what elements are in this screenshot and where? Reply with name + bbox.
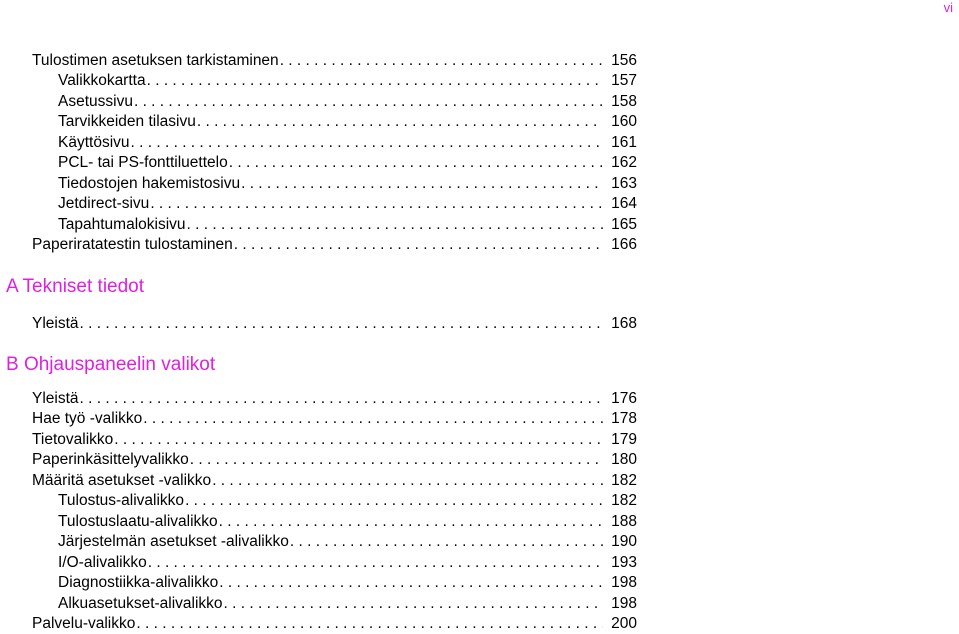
toc-entry-page: 190: [611, 533, 637, 550]
toc-entry-title: Paperiratatestin tulostaminen: [32, 236, 233, 253]
toc-entry-title: Tulostimen asetuksen tarkistaminen: [32, 52, 279, 69]
page-number: vi: [943, 0, 953, 15]
toc-entry[interactable]: [0, 430, 637, 450]
toc-entry[interactable]: [0, 532, 637, 552]
toc-entry-page: 182: [611, 472, 637, 489]
toc-entry[interactable]: [0, 235, 637, 255]
toc-entry-page: 165: [611, 216, 637, 233]
toc-entry[interactable]: [0, 174, 637, 194]
toc-entry-page: 178: [611, 410, 637, 427]
section-heading-b[interactable]: B Ohjauspaneelin valikot: [6, 354, 216, 375]
toc-entry-title: Paperinkäsittelyvalikko: [32, 451, 189, 468]
toc-entry-page: 164: [611, 195, 637, 212]
dot-leader: [186, 215, 603, 235]
toc-entry-page: 182: [611, 492, 637, 509]
dot-leader: [149, 194, 603, 214]
toc-entry-page: 176: [611, 390, 637, 407]
toc-entry-page: 198: [611, 595, 637, 612]
dot-leader: [147, 553, 603, 573]
toc-entry-title: Järjestelmän asetukset -alivalikko: [58, 533, 289, 550]
toc-entry-title: Yleistä: [32, 390, 79, 407]
toc-entry-title: Tapahtumalokisivu: [58, 216, 186, 233]
toc-entry[interactable]: [0, 215, 637, 235]
toc-entry-title: Asetussivu: [58, 93, 133, 110]
toc-entry-page: 179: [611, 431, 637, 448]
dot-leader: [223, 594, 603, 614]
dot-leader: [233, 235, 603, 255]
dot-leader: [189, 450, 603, 470]
toc-entry-page: 161: [611, 134, 637, 151]
toc-entry[interactable]: [0, 471, 637, 491]
dot-leader: [211, 471, 603, 491]
toc-entry-page: 160: [611, 113, 637, 130]
toc-entry[interactable]: [0, 389, 637, 409]
toc-entry[interactable]: [0, 450, 637, 470]
dot-leader: [113, 430, 603, 450]
toc-entry-title: Palvelu-valikko: [32, 615, 136, 632]
toc-entry[interactable]: [0, 92, 637, 112]
toc-entry[interactable]: [0, 112, 637, 132]
toc-entry[interactable]: [0, 553, 637, 573]
toc-entry[interactable]: [0, 409, 637, 429]
toc-entry-title: Tulostuslaatu-alivalikko: [58, 513, 218, 530]
toc-entry-page: 200: [611, 615, 637, 632]
toc-entry-title: PCL- tai PS-fonttiluettelo: [58, 154, 228, 171]
dot-leader: [184, 491, 603, 511]
toc-entry-title: I/O-alivalikko: [58, 554, 147, 571]
toc-entry[interactable]: [0, 314, 637, 334]
dot-leader: [218, 573, 603, 593]
toc-entry-title: Yleistä: [32, 315, 79, 332]
toc-entry-title: Valikkokartta: [58, 72, 146, 89]
toc-entry-title: Käyttösivu: [58, 134, 130, 151]
toc-entry[interactable]: [0, 594, 637, 614]
toc-entry[interactable]: [0, 573, 637, 593]
toc-entry-title: Tiedostojen hakemistosivu: [58, 175, 241, 192]
toc-entry-page: 188: [611, 513, 637, 530]
toc-entry-title: Hae työ -valikko: [32, 410, 143, 427]
toc-entry-title: Määritä asetukset -valikko: [32, 472, 212, 489]
dot-leader: [279, 51, 603, 71]
section-heading-a[interactable]: A Tekniset tiedot: [6, 276, 145, 297]
toc-entry[interactable]: [0, 71, 637, 91]
dot-leader: [79, 389, 603, 409]
dot-leader: [240, 174, 603, 194]
dot-leader: [133, 92, 603, 112]
toc-entry[interactable]: [0, 51, 637, 71]
toc-entry-page: 193: [611, 554, 637, 571]
toc-entry-title: Tulostus-alivalikko: [58, 492, 185, 509]
toc-entry[interactable]: [0, 491, 637, 511]
dot-leader: [146, 71, 603, 91]
dot-leader: [79, 314, 603, 334]
dot-leader: [142, 409, 603, 429]
toc-entry-page: 163: [611, 175, 637, 192]
toc-entry-title: Jetdirect-sivu: [58, 195, 150, 212]
toc-entry-title: Diagnostiikka-alivalikko: [58, 574, 219, 591]
toc-entry-page: 168: [611, 315, 637, 332]
dot-leader: [228, 153, 603, 173]
dot-leader: [135, 614, 603, 634]
dot-leader: [130, 133, 603, 153]
toc-entry[interactable]: [0, 512, 637, 532]
toc-entry-page: 158: [611, 93, 637, 110]
dot-leader: [196, 112, 603, 132]
toc-entry[interactable]: [0, 194, 637, 214]
toc-entry-page: 166: [611, 236, 637, 253]
toc-entry-title: Alkuasetukset-alivalikko: [58, 595, 223, 612]
dot-leader: [218, 512, 603, 532]
toc-entry-page: 156: [611, 52, 637, 69]
toc-entry-title: Tietovalikko: [32, 431, 114, 448]
toc-entry-page: 198: [611, 574, 637, 591]
toc-entry[interactable]: [0, 614, 637, 634]
toc-entry-page: 162: [611, 154, 637, 171]
toc-entry-page: 180: [611, 451, 637, 468]
toc-entry[interactable]: [0, 153, 637, 173]
toc-entry-title: Tarvikkeiden tilasivu: [58, 113, 196, 130]
toc-entry-page: 157: [611, 72, 637, 89]
toc-entry[interactable]: [0, 133, 637, 153]
dot-leader: [289, 532, 603, 552]
